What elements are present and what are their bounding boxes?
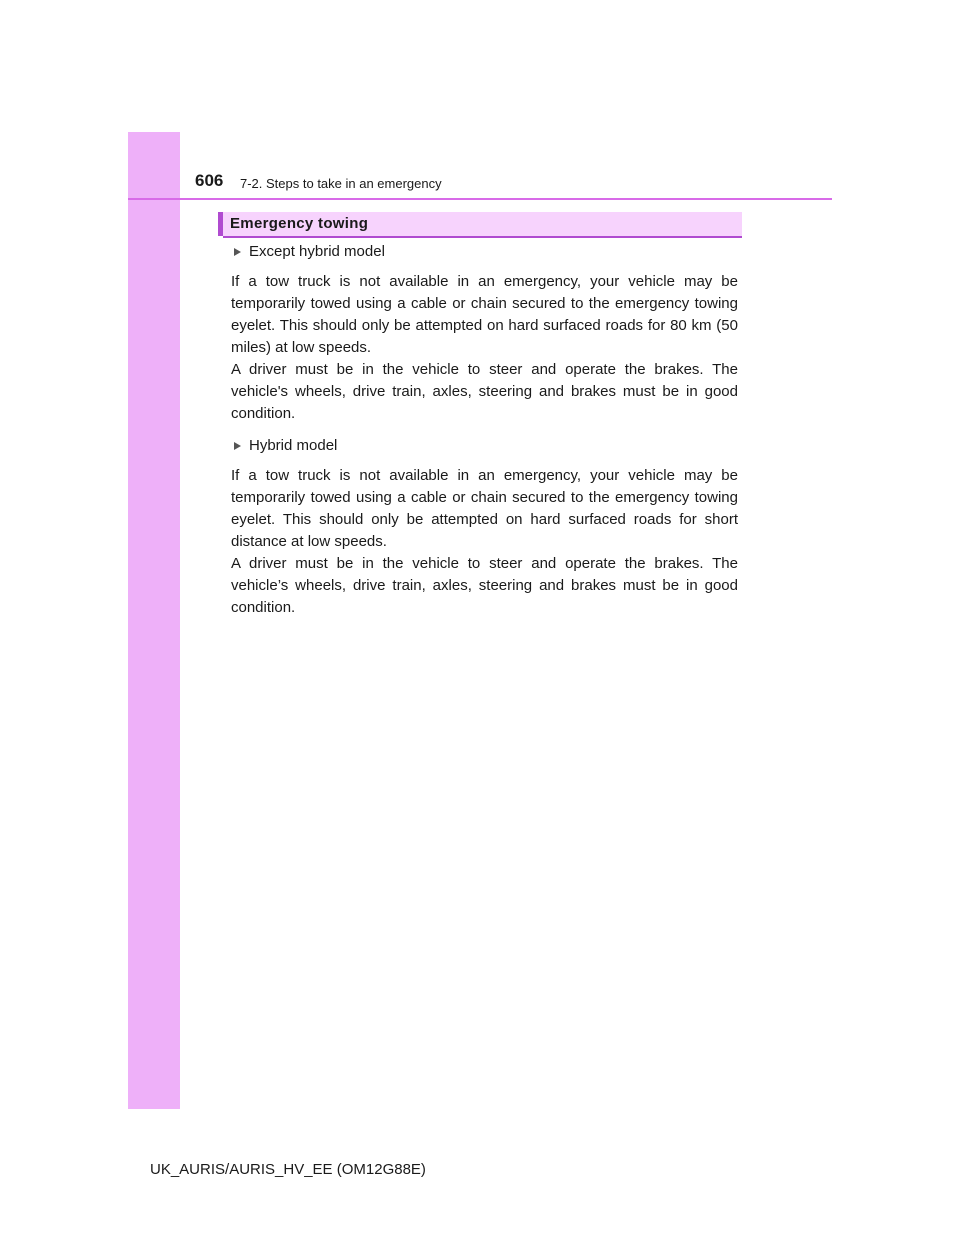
section-heading-bar <box>218 212 742 236</box>
bullet-item <box>231 241 738 263</box>
triangle-bullet-icon <box>234 248 241 256</box>
paragraph: If a tow truck is not available in an emergency, your vehicle may be temporarily towed using a cable or chain secured to the emergency towing eyelet. This should only be attempted on hard surfaced roads for 80 km (50 miles) at low speeds. <box>231 273 738 356</box>
triangle-bullet-icon <box>234 442 241 450</box>
bullet-label: Hybrid model <box>249 437 338 454</box>
section-content <box>231 241 738 619</box>
bullet-label: Except hybrid model <box>249 243 385 260</box>
header-divider <box>128 198 832 200</box>
content-block-non-hybrid <box>231 241 738 425</box>
footer-doc-code: UK_AURIS/AURIS_HV_EE (OM12G88E) <box>150 1161 426 1178</box>
bullet-item <box>231 435 738 457</box>
paragraph: A driver must be in the vehicle to steer and operate the brakes. The vehicle’s wheels, drive train, axles, steering and brakes must be in good condition. <box>231 555 738 616</box>
section-heading: Emergency towing <box>230 215 369 232</box>
content-block-hybrid <box>231 435 738 619</box>
paragraph: A driver must be in the vehicle to steer and operate the brakes. The vehicle's wheels, drive train, axles, steering and brakes must be in good condition. <box>231 361 738 422</box>
chapter-side-tab <box>128 132 180 1109</box>
section-title: 7-2. Steps to take in an emergency <box>240 176 442 191</box>
page-number: 606 <box>195 171 224 190</box>
paragraph: If a tow truck is not available in an emergency, your vehicle may be temporarily towed using a cable or chain secured to the emergency towing eyelet. This should only be attempted on hard surfaced roads for short distance at low speeds. <box>231 467 738 550</box>
